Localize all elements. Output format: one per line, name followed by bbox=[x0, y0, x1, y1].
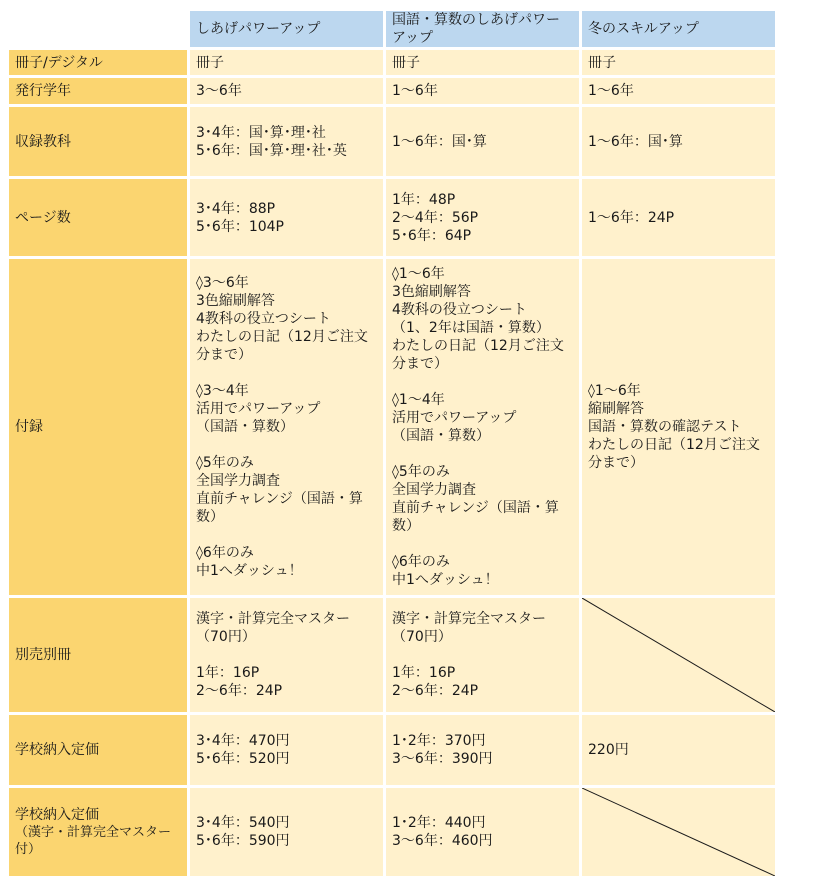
cell-pages-c: 1〜6年：24P bbox=[582, 179, 775, 256]
row-price-with-master bbox=[9, 788, 775, 876]
cell-separate-a: 漢字・計算完全マスター （70円） 1年：16P 2〜6年：24P bbox=[190, 598, 383, 712]
cell-appendix-b: ◊1〜6年 3色縮刷解答 4教科の役立つシート （1、2年は国語・算数） わたしの日記（12月ご注文 分まで） ◊1〜4年 活用でパワーアップ （国語・算数） ◊5年のみ 全国学力調査 直前チャレンジ（国語・算数） ◊6年のみ 中1へダッシュ！ bbox=[386, 259, 579, 595]
header-kokugo-sansu-shiage: 国語・算数のしあげパワーアップ bbox=[386, 11, 579, 47]
cell-format-a: 冊子 bbox=[190, 50, 383, 75]
row-label-price: 学校納入定価 bbox=[9, 715, 187, 785]
row-grade bbox=[9, 78, 775, 104]
cell-grade-b: 1〜6年 bbox=[386, 78, 579, 104]
row-label-subjects: 収録教科 bbox=[9, 107, 187, 176]
row-subjects bbox=[9, 107, 775, 176]
row-label-price-with-master-sub: （漢字・計算完全マスター付） bbox=[15, 825, 172, 857]
header-fuyu-skill-up: 冬のスキルアップ bbox=[582, 11, 775, 47]
cell-price-c: 220円 bbox=[582, 715, 775, 785]
cell-subjects-c: 1〜6年：国･算 bbox=[582, 107, 775, 176]
cell-grade-c: 1〜6年 bbox=[582, 78, 775, 104]
cell-format-c: 冊子 bbox=[582, 50, 775, 75]
cell-pages-a: 3･4年：88P 5･6年：104P bbox=[190, 179, 383, 256]
row-label-pages: ページ数 bbox=[9, 179, 187, 256]
cell-appendix-a: ◊3〜6年 3色縮刷解答 4教科の役立つシート わたしの日記（12月ご注文 分まで） ◊3〜4年 活用でパワーアップ （国語・算数） ◊5年のみ 全国学力調査 直前チャレンジ（国語・算数） ◊6年のみ 中1へダッシュ！ bbox=[190, 259, 383, 595]
row-format bbox=[9, 50, 775, 75]
diagonal-slash bbox=[582, 788, 775, 876]
row-label-grade: 発行学年 bbox=[9, 78, 187, 104]
cell-format-b: 冊子 bbox=[386, 50, 579, 75]
row-label-price-with-master-main: 学校納入定価 bbox=[15, 807, 99, 823]
row-label-appendix: 付録 bbox=[9, 259, 187, 595]
diagonal-slash bbox=[582, 598, 775, 712]
cell-price-with-master-a: 3･4年：540円 5･6年：590円 bbox=[190, 788, 383, 876]
cell-separate-c-not-applicable bbox=[582, 598, 775, 712]
cell-subjects-a: 3･4年：国･算･理･社 5･6年：国･算･理･社･英 bbox=[190, 107, 383, 176]
row-label-format: 冊子/デジタル bbox=[9, 50, 187, 75]
row-label-price-with-master bbox=[9, 788, 187, 876]
cell-price-a: 3･4年：470円 5･6年：520円 bbox=[190, 715, 383, 785]
header-corner bbox=[9, 11, 187, 47]
cell-price-with-master-c-not-applicable bbox=[582, 788, 775, 876]
header-shiage-power-up: しあげパワーアップ bbox=[190, 11, 383, 47]
row-pages bbox=[9, 179, 775, 256]
header-row bbox=[9, 11, 775, 47]
cell-separate-b: 漢字・計算完全マスター （70円） 1年：16P 2〜6年：24P bbox=[386, 598, 579, 712]
cell-appendix-c: ◊1〜6年 縮刷解答 国語・算数の確認テスト わたしの日記（12月ご注文 分まで） bbox=[582, 259, 775, 595]
row-price bbox=[9, 715, 775, 785]
product-comparison-table bbox=[6, 8, 778, 879]
cell-price-b: 1･2年：370円 3〜6年：390円 bbox=[386, 715, 579, 785]
cell-grade-a: 3〜6年 bbox=[190, 78, 383, 104]
cell-pages-b: 1年：48P 2〜4年：56P 5･6年：64P bbox=[386, 179, 579, 256]
cell-subjects-b: 1〜6年：国･算 bbox=[386, 107, 579, 176]
cell-price-with-master-b: 1･2年：440円 3〜6年：460円 bbox=[386, 788, 579, 876]
row-label-separate: 別売別冊 bbox=[9, 598, 187, 712]
row-appendix bbox=[9, 259, 775, 595]
row-separate bbox=[9, 598, 775, 712]
